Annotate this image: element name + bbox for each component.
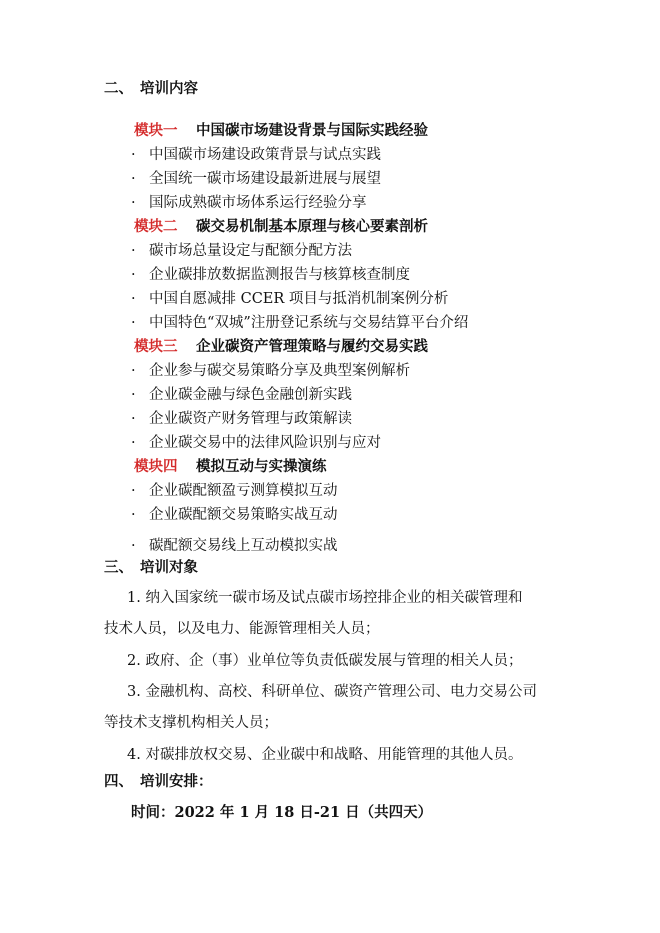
audience-item-3-line-1: 3. 金融机构、高校、科研单位、碳资产管理公司、电力交易公司 xyxy=(127,684,537,700)
list-item: · 国际成熟碳市场体系运行经验分享 xyxy=(131,195,367,211)
module-heading-1 xyxy=(134,121,428,141)
list-item: · 企业参与碳交易策略分享及典型案例解析 xyxy=(131,363,410,379)
audience-item-4: 4. 对碳排放权交易、企业碳中和战略、用能管理的其他人员。 xyxy=(127,747,523,763)
module-title: 碳交易机制基本原理与核心要素剖析 xyxy=(196,218,428,235)
section-title: 培训对象 xyxy=(140,559,198,576)
list-item: · 企业碳交易中的法律风险识别与应对 xyxy=(131,435,381,451)
section-heading-schedule xyxy=(104,772,213,792)
audience-item-2: 2. 政府、企（事）业单位等负责低碳发展与管理的相关人员； xyxy=(127,653,523,669)
module-label: 模块一 xyxy=(134,122,178,139)
section-number: 三、 xyxy=(104,559,133,576)
list-item: · 中国自愿减排 CCER 项目与抵消机制案例分析 xyxy=(131,291,449,307)
module-label: 模块二 xyxy=(134,218,178,235)
list-item: · 企业碳配额交易策略实战互动 xyxy=(131,507,338,523)
module-title: 模拟互动与实操演练 xyxy=(196,458,327,475)
module-label: 模块三 xyxy=(134,338,178,355)
list-item: · 碳市场总量设定与配额分配方法 xyxy=(131,243,352,259)
list-item: · 碳配额交易线上互动模拟实战 xyxy=(131,538,338,554)
section-heading-audience xyxy=(104,558,198,578)
list-item: · 企业碳金融与绿色金融创新实践 xyxy=(131,387,352,403)
audience-item-3-line-2: 等技术支撑机构相关人员； xyxy=(104,715,278,731)
module-heading-3 xyxy=(134,337,428,357)
section-title: 培训内容 xyxy=(140,80,198,97)
list-item: · 企业碳配额盈亏测算模拟互动 xyxy=(131,483,338,499)
module-heading-2 xyxy=(134,217,428,237)
audience-item-1-line-2: 技术人员，以及电力、能源管理相关人员； xyxy=(104,621,380,637)
list-item: · 企业碳资产财务管理与政策解读 xyxy=(131,411,352,427)
audience-item-1-line-1: 1. 纳入国家统一碳市场及试点碳市场控排企业的相关碳管理和 xyxy=(127,590,523,606)
list-item: · 中国特色“双城”注册登记系统与交易结算平台介绍 xyxy=(131,315,469,331)
schedule-time: 时间：2022 年 1 月 18 日-21 日（共四天） xyxy=(131,804,433,821)
module-label: 模块四 xyxy=(134,458,178,475)
module-title: 企业碳资产管理策略与履约交易实践 xyxy=(196,338,428,355)
list-item: · 企业碳排放数据监测报告与核算核查制度 xyxy=(131,267,410,283)
module-heading-4 xyxy=(134,457,327,477)
module-title: 中国碳市场建设背景与国际实践经验 xyxy=(196,122,428,139)
section-number: 二、 xyxy=(104,80,133,97)
section-title: 培训安排： xyxy=(140,773,213,790)
section-heading-content xyxy=(104,79,198,99)
section-number: 四、 xyxy=(104,773,133,790)
list-item: · 全国统一碳市场建设最新进展与展望 xyxy=(131,171,381,187)
list-item: · 中国碳市场建设政策背景与试点实践 xyxy=(131,147,381,163)
